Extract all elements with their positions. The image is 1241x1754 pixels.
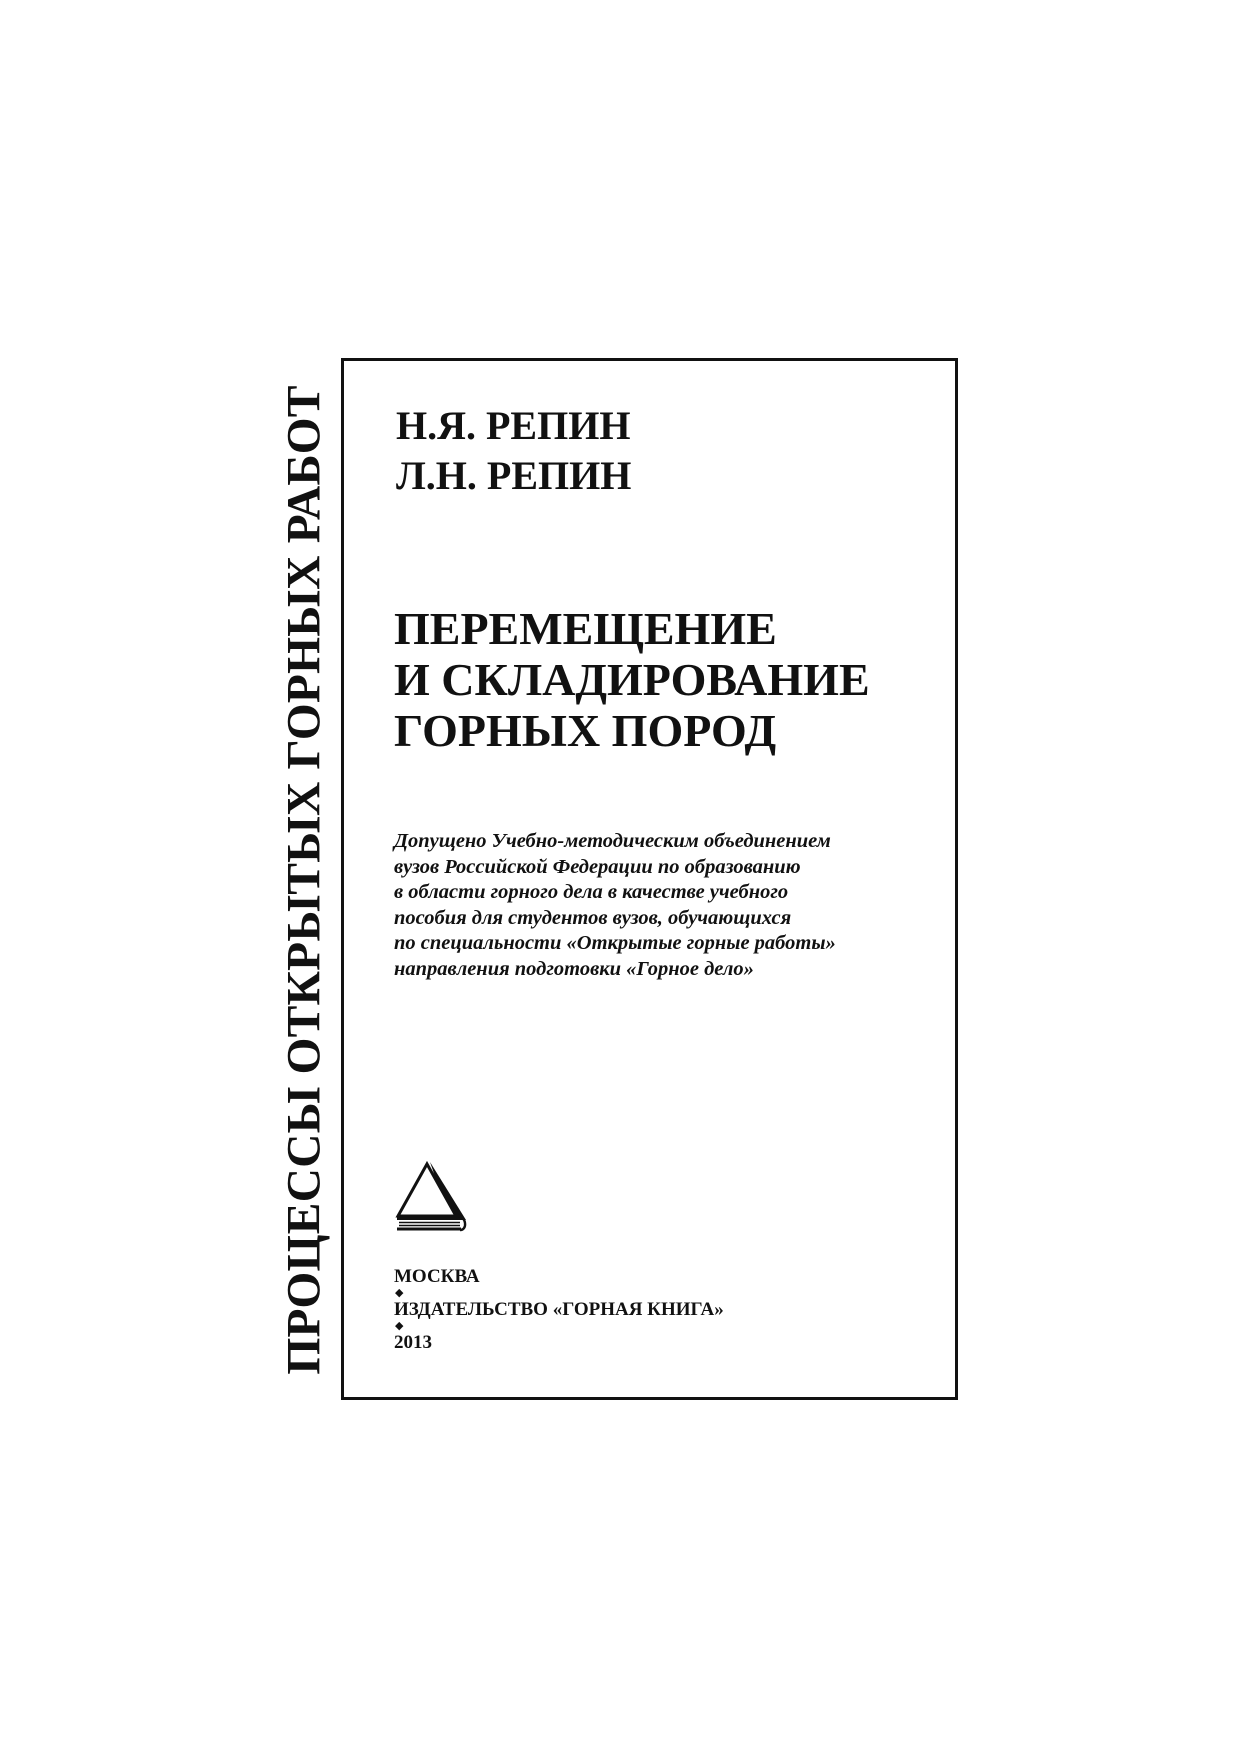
title-page-frame — [341, 358, 958, 1400]
approval-line: вузов Российской Федерации по образованию — [394, 855, 801, 878]
series-title: ПРОЦЕССЫ ОТКРЫТЫХ ГОРНЫХ РАБОТ — [278, 385, 331, 1375]
approval-line: пособия для студентов вузов, обучающихся — [394, 906, 792, 929]
approval-line: Допущено Учебно-методическим объединением — [394, 830, 831, 852]
book-title-line: И СКЛАДИРОВАНИЕ — [394, 654, 870, 705]
approval-statement — [394, 829, 836, 982]
book-title-line: ГОРНЫХ ПОРОД — [394, 705, 777, 756]
diamond-separator-icon: ◆ — [395, 1320, 404, 1332]
series-title-strip — [275, 350, 335, 1410]
publisher-triangle-book-logo-icon — [394, 1158, 472, 1232]
author-name: Л.Н. РЕПИН — [396, 453, 632, 498]
book-title — [394, 603, 870, 756]
book-title-line: ПЕРЕМЕЩЕНИЕ — [394, 603, 777, 654]
imprint-block — [394, 1266, 724, 1354]
approval-line: направления подготовки «Горное дело» — [394, 957, 754, 980]
approval-line: по специальности «Открытые горные работы» — [394, 932, 836, 954]
imprint-year: 2013 — [394, 1332, 432, 1353]
approval-line: в области горного дела в качестве учебного — [394, 881, 789, 903]
authors-block — [396, 401, 631, 501]
imprint-publisher: ИЗДАТЕЛЬСТВО «ГОРНАЯ КНИГА» — [394, 1299, 724, 1320]
diamond-separator-icon: ◆ — [395, 1287, 404, 1299]
author-name: Н.Я. РЕПИН — [396, 403, 631, 448]
imprint-city: МОСКВА — [394, 1266, 480, 1287]
